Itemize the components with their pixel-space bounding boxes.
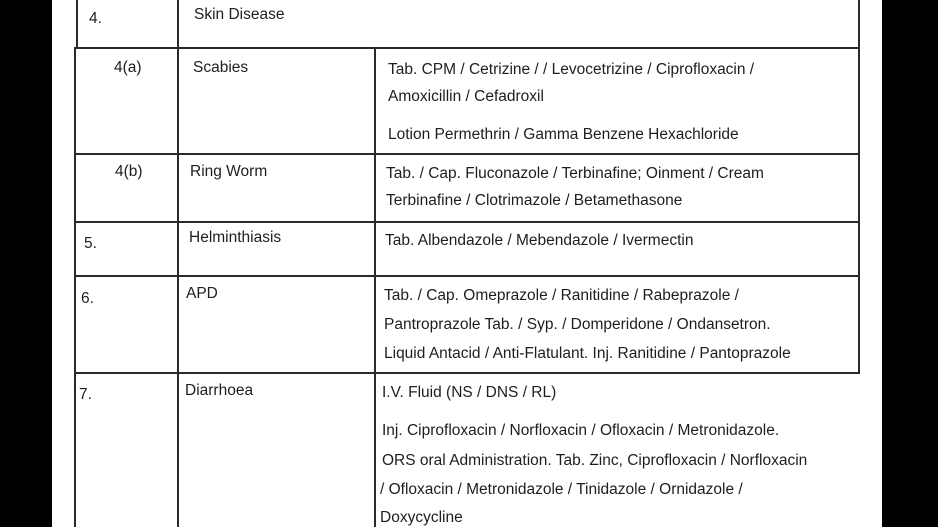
row-number: 4(a) bbox=[114, 59, 142, 76]
row-number: 5. bbox=[84, 235, 97, 252]
disease-name: Scabies bbox=[193, 59, 249, 76]
table-right-border bbox=[858, 47, 860, 373]
row-number: 7. bbox=[79, 386, 92, 403]
row-divider bbox=[76, 47, 860, 49]
disease-name: APD bbox=[186, 285, 218, 302]
treatment-line: Inj. Ciprofloxacin / Norfloxacin / Ofloxacin / Metronidazole. bbox=[382, 422, 780, 439]
row-number: 4. bbox=[89, 10, 102, 27]
row-number: 6. bbox=[81, 290, 94, 307]
treatment-line: Lotion Permethrin / Gamma Benzene Hexachloride bbox=[388, 126, 739, 143]
treatment-line: Pantroprazole Tab. / Syp. / Domperidone / Ondansetron. bbox=[384, 316, 771, 333]
treatment-line: Tab. CPM / Cetrizine / / Levocetrizine / Ciprofloxacin / bbox=[388, 61, 755, 78]
disease-name: Diarrhoea bbox=[185, 382, 254, 399]
column-divider bbox=[374, 47, 376, 527]
treatment-line: Tab. / Cap. Fluconazole / Terbinafine; Oinment / Cream bbox=[386, 165, 764, 182]
treatment-line: Doxycycline bbox=[380, 509, 463, 526]
table-left-border bbox=[76, 0, 78, 47]
document-page bbox=[52, 0, 882, 527]
row-divider bbox=[74, 275, 860, 277]
treatment-line: ORS oral Administration. Tab. Zinc, Ciprofloxacin / Norfloxacin bbox=[382, 452, 808, 469]
row-divider bbox=[74, 372, 860, 374]
treatment-line: Amoxicillin / Cefadroxil bbox=[388, 88, 544, 105]
treatment-line: Terbinafine / Clotrimazole / Betamethasone bbox=[386, 192, 683, 209]
treatment-line: I.V. Fluid (NS / DNS / RL) bbox=[382, 384, 557, 401]
disease-name: Ring Worm bbox=[190, 163, 268, 180]
row-divider bbox=[74, 153, 860, 155]
table-left-border bbox=[74, 47, 76, 527]
treatment-line: Tab. Albendazole / Mebendazole / Ivermectin bbox=[385, 232, 694, 249]
column-divider bbox=[177, 0, 179, 527]
treatment-line: / Ofloxacin / Metronidazole / Tinidazole / Ornidazole / bbox=[380, 481, 743, 498]
disease-name: Helminthiasis bbox=[189, 229, 282, 246]
row-divider bbox=[74, 221, 860, 223]
treatment-line: Tab. / Cap. Omeprazole / Ranitidine / Rabeprazole / bbox=[384, 287, 739, 304]
row-number: 4(b) bbox=[115, 163, 143, 180]
treatment-line: Liquid Antacid / Anti-Flatulant. Inj. Ranitidine / Pantoprazole bbox=[384, 345, 791, 362]
table-right-border bbox=[858, 0, 860, 47]
disease-name: Skin Disease bbox=[194, 6, 285, 23]
